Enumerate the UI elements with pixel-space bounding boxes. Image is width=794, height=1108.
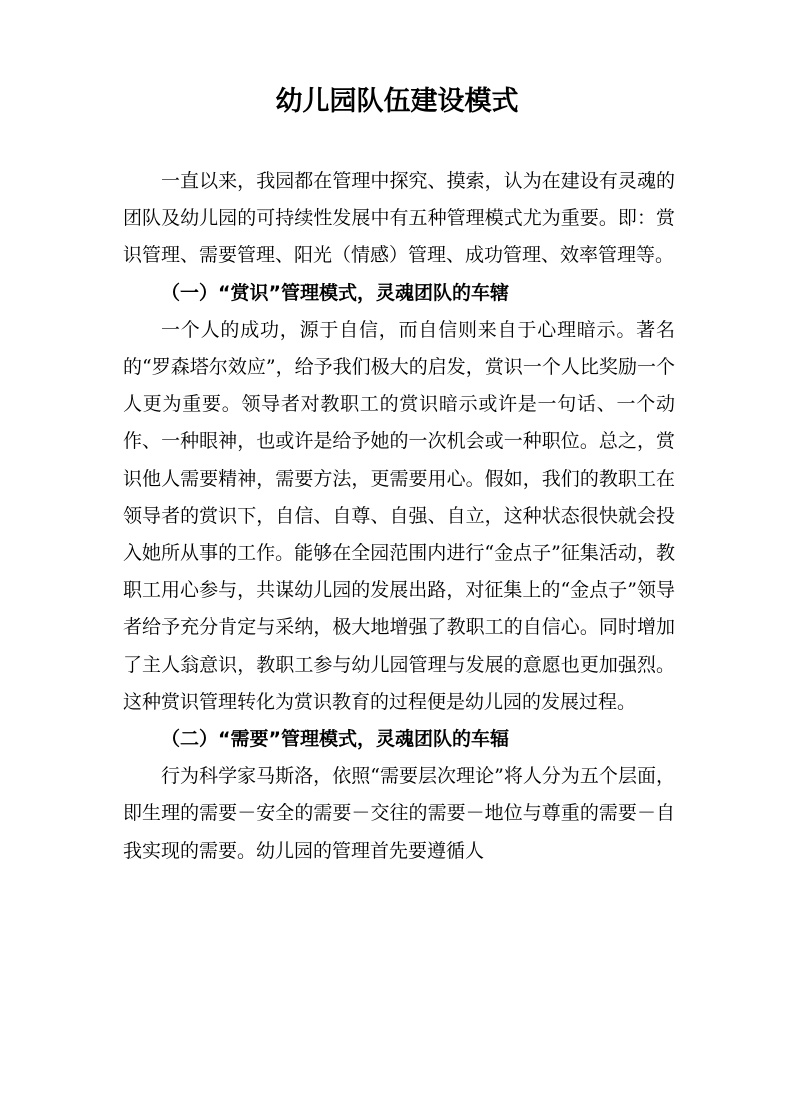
document-body bbox=[123, 163, 675, 870]
section-body-needs: 行为科学家马斯洛，依照“需要层次理论”将人分为五个层面，即生理的需要－安全的需要－交往的需要－地位与尊重的需要－自我实现的需要。幼儿园的管理首先要遵循人 bbox=[123, 765, 675, 862]
section-heading-appreciation: （一）“赏识”管理模式，灵魂团队的车辖 bbox=[161, 281, 509, 304]
document-title: 幼儿园队伍建设模式 bbox=[275, 86, 519, 117]
section-body-appreciation: 一个人的成功，源于自信，而自信则来自于心理暗示。著名的“罗森塔尔效应”，给予我们极大的启发，赏识一个人比奖励一个人更为重要。领导者对教职工的赏识暗示或许是一句话、一个动作、一种眼神，也或许是给予她的一次机会或一种职位。总之，赏识他人需要精神，需要方法，更需要用心。假如，我们的教职工在领导者的赏识下，自信、自尊、自强、自立，这种状态很快就会投入她所从事的工作。能够在全园范围内进行“金点子”征集活动，教职工用心参与，共谋幼儿园的发展出路，对征集上的“金点子”领导者给予充分肯定与采纳，极大地增强了教职工的自信心。同时增加了主人翁意识，教职工参与幼儿园管理与发展的意愿也更加强烈。这种赏识管理转化为赏识教育的过程便是幼儿园的发展过程。 bbox=[123, 318, 675, 713]
intro-paragraph: 一直以来，我园都在管理中探究、摸索，认为在建设有灵魂的团队及幼儿园的可持续性发展中有五种管理模式尤为重要。即：赏识管理、需要管理、阳光（情感）管理、成功管理、效率管理等。 bbox=[123, 170, 675, 267]
section-heading-needs: （二）“需要”管理模式，灵魂团队的车辐 bbox=[161, 728, 509, 751]
